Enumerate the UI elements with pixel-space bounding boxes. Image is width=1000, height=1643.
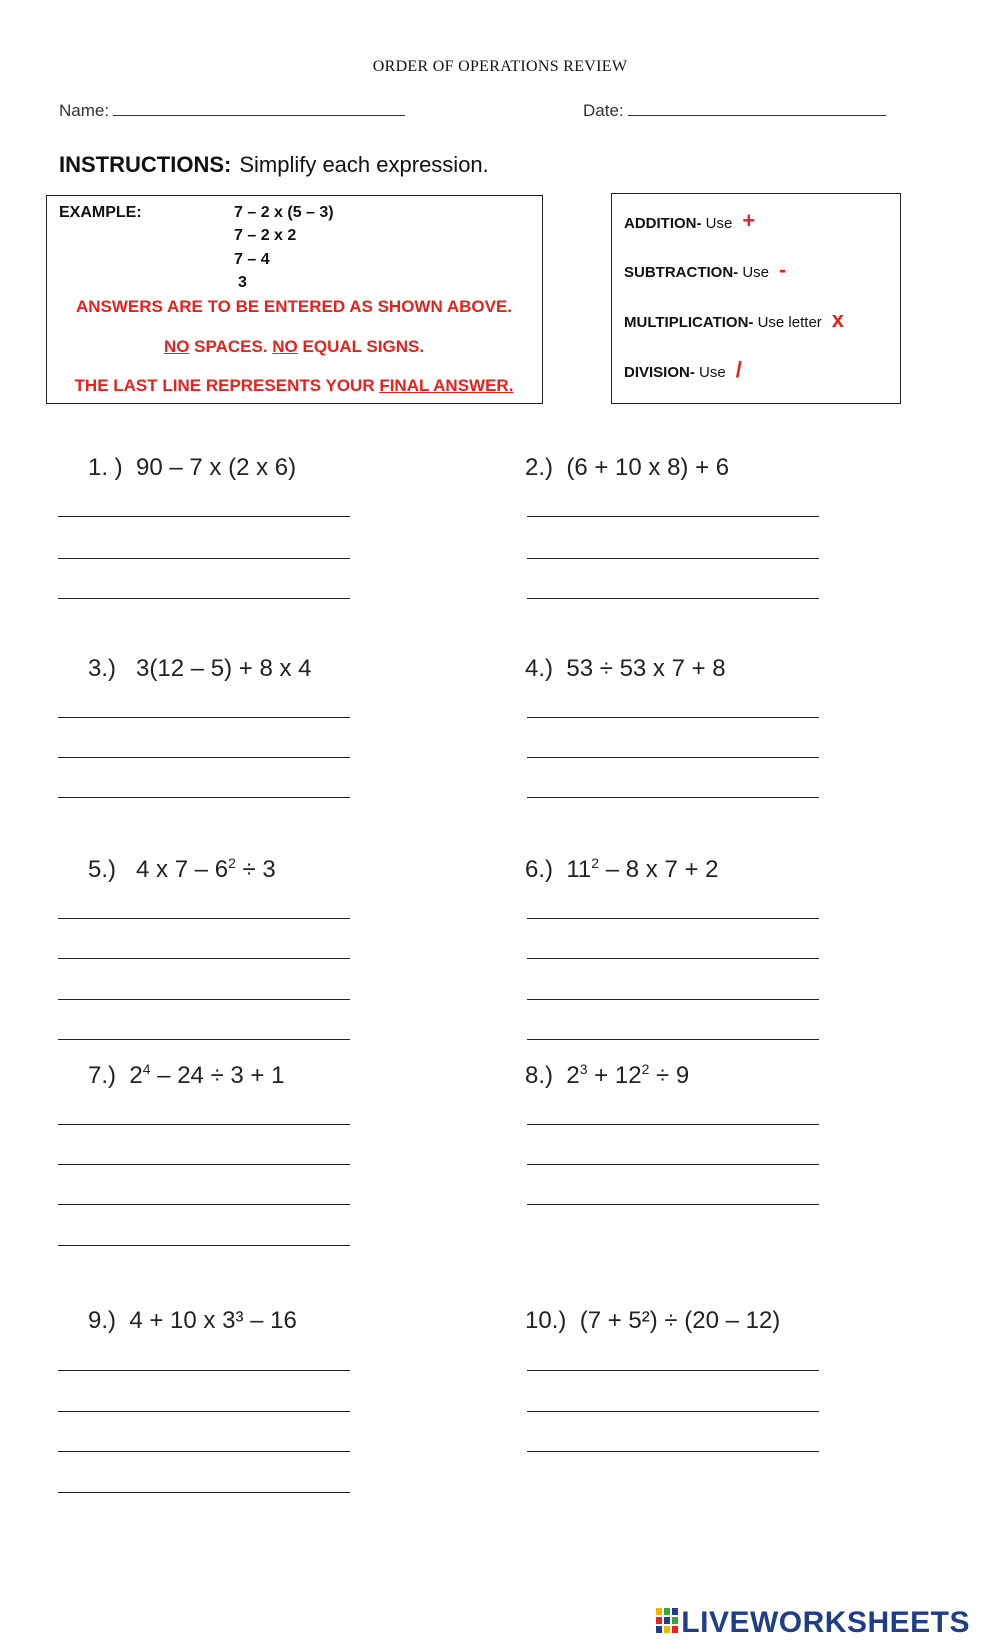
- answer-line[interactable]: [527, 958, 819, 959]
- answer-line[interactable]: [58, 1124, 350, 1125]
- worksheet-title: ORDER OF OPERATIONS REVIEW: [372, 58, 628, 75]
- slash-icon: /: [735, 357, 742, 382]
- answer-line[interactable]: [58, 1411, 350, 1412]
- problem-4: 4.) 53 ÷ 53 x 7 + 8: [525, 655, 726, 682]
- problem-10: 10.) (7 + 5²) ÷ (20 – 12): [525, 1307, 781, 1334]
- answer-line[interactable]: [527, 1411, 819, 1412]
- problem-2: 2.) (6 + 10 x 8) + 6: [525, 454, 730, 481]
- example-step: 7 – 2 x (5 – 3): [234, 204, 334, 221]
- answer-line[interactable]: [58, 558, 350, 559]
- problem-1: 1. ) 90 – 7 x (2 x 6): [88, 454, 297, 481]
- answer-line[interactable]: [527, 918, 819, 919]
- answer-line[interactable]: [58, 1039, 350, 1040]
- example-step: 7 – 2 x 2: [234, 227, 297, 244]
- answer-line[interactable]: [58, 516, 350, 517]
- answer-line[interactable]: [527, 1451, 819, 1452]
- plus-icon: +: [742, 208, 756, 233]
- answer-line[interactable]: [58, 1492, 350, 1493]
- answer-line[interactable]: [527, 1039, 819, 1040]
- liveworksheets-logo[interactable]: [656, 1606, 970, 1640]
- brand-text: LIVEWORKSHEETS: [681, 1606, 970, 1639]
- answer-line[interactable]: [527, 558, 819, 559]
- example-step: 7 – 4: [234, 251, 270, 268]
- example-note-final: THE LAST LINE REPRESENTS YOUR FINAL ANSWER.: [74, 376, 514, 395]
- operation-division: DIVISION- Use /: [624, 357, 742, 382]
- instructions-text: Simplify each expression.: [239, 152, 489, 177]
- answer-line[interactable]: [58, 999, 350, 1000]
- operations-box: [611, 193, 901, 404]
- answer-line[interactable]: [527, 797, 819, 798]
- answer-line[interactable]: [58, 958, 350, 959]
- answer-line[interactable]: [58, 1370, 350, 1371]
- example-step: 3: [238, 274, 247, 291]
- operation-subtraction: SUBTRACTION- Use -: [624, 257, 787, 282]
- answer-line[interactable]: [527, 717, 819, 718]
- answer-line[interactable]: [527, 1124, 819, 1125]
- answer-line[interactable]: [527, 516, 819, 517]
- answer-line[interactable]: [58, 717, 350, 718]
- operation-multiplication: MULTIPLICATION- Use letter x: [624, 307, 845, 332]
- answer-line[interactable]: [527, 757, 819, 758]
- problem-6: 6.) $11^2 - 8$ x 7 + 2: [525, 855, 719, 883]
- example-label: EXAMPLE:: [59, 204, 142, 221]
- date-field[interactable]: [583, 101, 886, 121]
- problem-8: 8.) $2^3 + 12^2 \div 9$: [525, 1061, 690, 1089]
- name-label: Name:: [59, 101, 110, 120]
- answer-line[interactable]: [58, 1204, 350, 1205]
- name-input-line[interactable]: [113, 101, 405, 116]
- answer-line[interactable]: [527, 1164, 819, 1165]
- answer-line[interactable]: [527, 598, 819, 599]
- example-note-answers: ANSWERS ARE TO BE ENTERED AS SHOWN ABOVE.: [75, 297, 513, 316]
- problem-3: 3.) 3(12 – 5) + 8 x 4: [88, 655, 312, 682]
- answer-line[interactable]: [58, 757, 350, 758]
- answer-line[interactable]: [527, 1370, 819, 1371]
- problem-7: 7.) $2^4 - 24 \div 3 + 1$: [88, 1061, 285, 1089]
- example-note-spaces: NO SPACES. NO EQUAL SIGNS.: [163, 337, 425, 356]
- answer-line[interactable]: [58, 797, 350, 798]
- minus-icon: -: [779, 257, 787, 282]
- operation-addition: ADDITION- Use +: [624, 208, 756, 233]
- instructions-label: INSTRUCTIONS:: [59, 152, 232, 177]
- example-box: [46, 195, 543, 404]
- answer-line[interactable]: [58, 598, 350, 599]
- date-label: Date:: [583, 101, 624, 120]
- problem-5: 5.) 4 x $7 - 6^2 \div 3$: [88, 855, 276, 883]
- answer-line[interactable]: [527, 1204, 819, 1205]
- answer-line[interactable]: [58, 1164, 350, 1165]
- problem-9: 9.) 4 + 10 x 3³ – 16: [88, 1307, 297, 1334]
- answer-line[interactable]: [58, 1451, 350, 1452]
- answer-line[interactable]: [527, 999, 819, 1000]
- answer-line[interactable]: [58, 918, 350, 919]
- name-field[interactable]: [59, 101, 405, 121]
- logo-grid-icon: [656, 1608, 678, 1634]
- instructions: [59, 152, 489, 178]
- answer-line[interactable]: [58, 1245, 350, 1246]
- times-icon: x: [831, 307, 845, 332]
- date-input-line[interactable]: [628, 101, 886, 116]
